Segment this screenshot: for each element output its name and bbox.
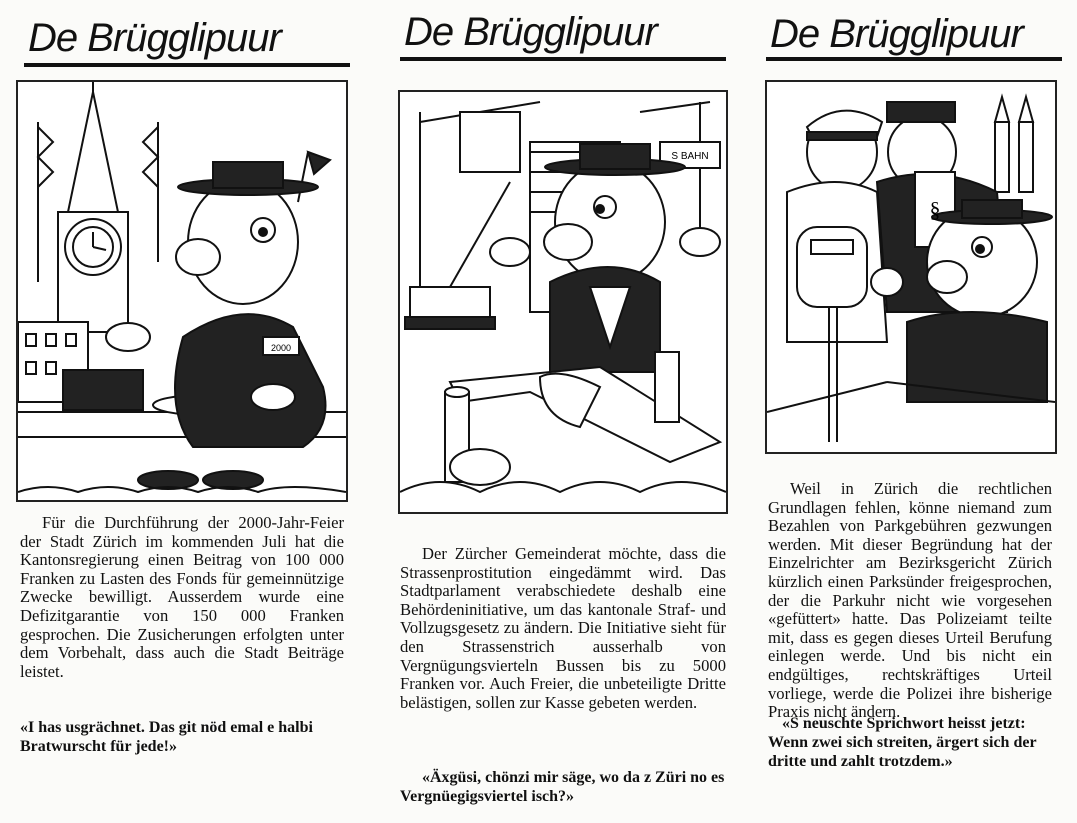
heading-rule <box>766 57 1062 61</box>
article-body <box>768 480 1052 722</box>
cartoon-panel <box>398 90 728 514</box>
badge-label: 2000 <box>270 343 292 353</box>
article-paragraph: Der Zürcher Gemeinderat möchte, dass die Strassenprostitution eingedämmt wird. Das Stadtparlament verabschiedete deshalb eine Behördeninitiative, um das kantonale Straf- und Vollzugsgesetz zu ändern. Die Initiative sieht für den Strassenstrich ausserhalb von Vergnügungsvierteln Bussen bis zu 5000 Franken vor. Auch Freier, die unbeteiligte Dritte belästigen, sollen zur Kasse gebeten werden. <box>400 544 726 712</box>
cartoon-panel <box>765 80 1057 454</box>
cartoon-drawing <box>400 92 726 512</box>
article-body <box>400 545 726 712</box>
column-heading: De Brügglipuur <box>404 10 657 54</box>
cartoon-panel <box>16 80 348 502</box>
book-paragraph-sign: § <box>929 197 941 222</box>
cartoon-drawing <box>767 82 1055 452</box>
cartoon-drawing <box>18 82 346 500</box>
article-body <box>20 514 344 681</box>
article-quote: «Äxgüsi, chönzi mir säge, wo da z Züri no es Vergnüegigsviertel isch?» <box>400 769 725 805</box>
column-heading: De Brügglipuur <box>770 12 1023 56</box>
article-paragraph: Für die Durchführung der 2000-Jahr-Feier der Stadt Zürich im kommenden Juli hat die Kantonsregierung einen Beitrag von 100 000 Franken zu Lasten des Fonds für gemeinnützige Zwecke bewilligt. Ausserdem wurde eine Defizitgarantie von 150 000 Franken gesprochen. Die Zusicherungen erfolgten unter dem Vorbehalt, dass auch die Stadt Beiträge leistet. <box>20 513 344 681</box>
heading-rule <box>24 63 350 67</box>
article-quote: «S neuschte Sprichwort heisst jetzt: Wenn zwei sich streiten, ärgert sich der dritte und zahlt trotzdem.» <box>768 715 1037 770</box>
column-heading: De Brügglipuur <box>28 16 281 60</box>
article-quote: «I has usgrächnet. Das git nöd emal e halbi Bratwurscht für jede!» <box>20 719 313 755</box>
heading-rule <box>400 57 726 61</box>
article-paragraph: Weil in Zürich die rechtlichen Grundlagen fehlen, könne niemand zum Bezahlen von Parkgebühren gezwungen werden. Mit dieser Begründung hat der Einzelrichter am Bezirksgericht Zürich kürzlich einen Parksünder freigesprochen, der die Parkuhr nicht wie vorgesehen «gefüttert» hatte. Das Polizeiamt teilte mit, dass es gegen dieses Urteil Berufung einlegen werde. Und bis nicht ein endgültiges, rechtskräftiges Urteil vorliege, werde die Polizei ihre bisherige Praxis nicht ändern. <box>768 479 1052 722</box>
s-bahn-sign-label: S BAHN <box>671 151 709 162</box>
